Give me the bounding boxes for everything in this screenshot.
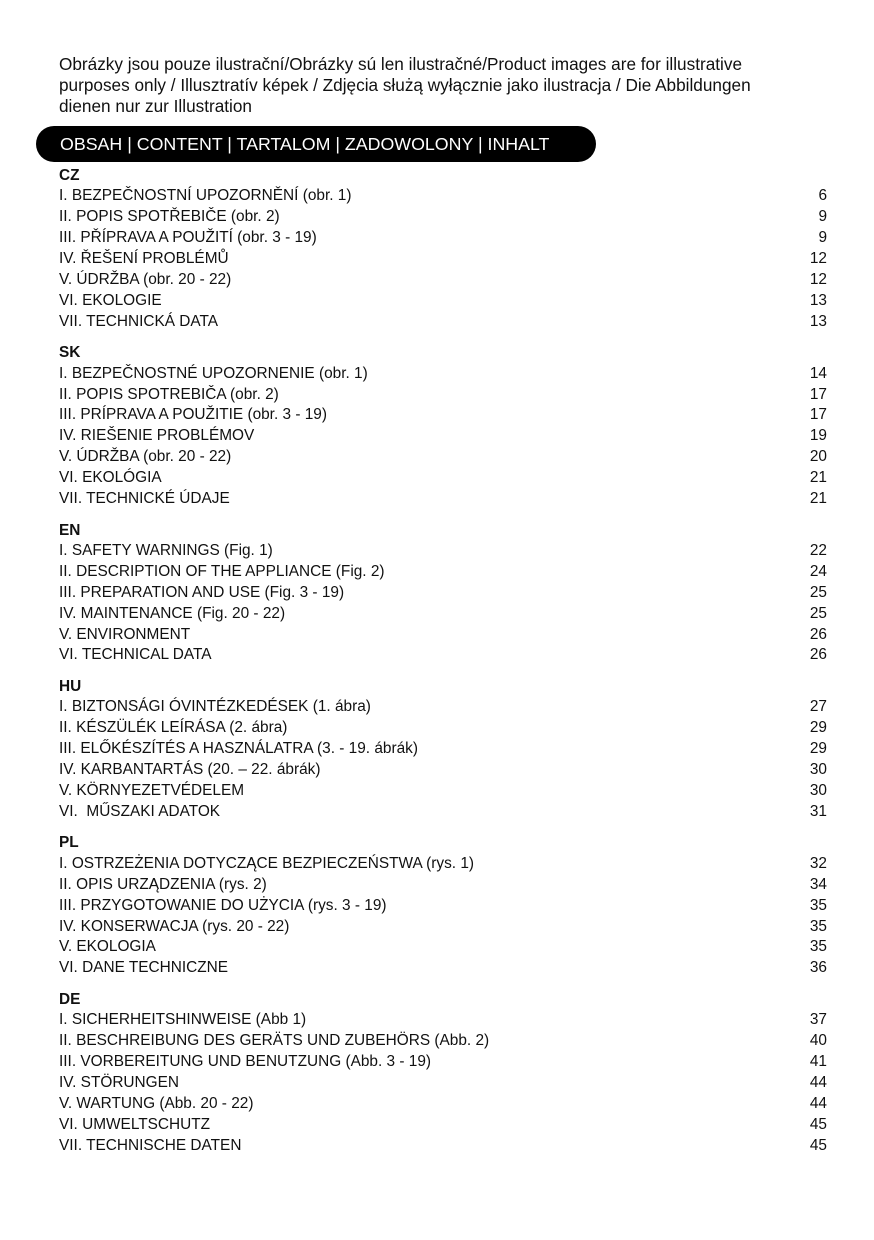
toc-entry[interactable] [59, 854, 827, 875]
entry-title: I. BEZPEČNOSTNÉ UPOZORNENIE (obr. 1) [59, 364, 368, 382]
entry-title: V. WARTUNG (Abb. 20 - 22) [59, 1094, 254, 1112]
entry-title: V. KÖRNYEZETVÉDELEM [59, 782, 245, 799]
toc-entry[interactable] [59, 541, 827, 562]
entry-page: 12 [809, 270, 827, 288]
toc-entry[interactable] [59, 405, 827, 426]
toc-entry[interactable] [59, 739, 827, 760]
entry-page: 19 [809, 427, 827, 445]
entry-title: III. VORBEREITUNG UND BENUTZUNG (Abb. 3 - 19) [59, 1053, 431, 1071]
toc-section-pl [59, 832, 827, 979]
toc-entry[interactable] [59, 426, 827, 447]
entry-title: V. ENVIRONMENT [59, 625, 191, 643]
toc-entry[interactable] [59, 562, 827, 583]
entry-page: 13 [809, 312, 827, 330]
toc-entry[interactable] [59, 1115, 827, 1136]
entry-page: 14 [809, 364, 827, 382]
entry-title: V. EKOLOGIA [59, 938, 156, 956]
section-code: PL [59, 834, 79, 852]
entry-page: 45 [809, 1136, 827, 1154]
entry-page: 27 [809, 698, 827, 716]
entry-page: 45 [809, 1115, 827, 1133]
entry-page: 37 [809, 1011, 827, 1029]
entry-page: 35 [809, 896, 827, 914]
entry-title: I. BIZTONSÁGI ÓVINTÉZKEDÉSEK (1. ábra) [59, 698, 371, 716]
entry-title: IV. STÖRUNGEN [59, 1073, 180, 1091]
entry-title: II. KÉSZÜLÉK LEÍRÁSA (2. ábra) [59, 719, 288, 737]
section-code: EN [59, 521, 81, 539]
toc-entry[interactable] [59, 583, 827, 604]
entry-page: 12 [809, 250, 827, 268]
entry-page: 22 [809, 542, 827, 560]
entry-title: II. BESCHREIBUNG DES GERÄTS UND ZUBEHÖRS (Abb. 2) [59, 1032, 490, 1050]
entry-title: VI. EKOLOGIE [59, 291, 162, 309]
entry-page: 40 [809, 1032, 827, 1050]
entry-title: III. ELŐKÉSZÍTÉS A HASZNÁLATRA (3. - 19. ábrák) [59, 740, 418, 758]
toc-entry[interactable] [59, 875, 827, 896]
table-of-contents [59, 165, 827, 1166]
toc-entry[interactable] [59, 917, 827, 938]
toc-entry[interactable] [59, 1031, 827, 1052]
toc-entry[interactable] [59, 1136, 827, 1157]
disclaimer [59, 54, 829, 116]
toc-entry[interactable] [59, 958, 827, 979]
toc-entry[interactable] [59, 1052, 827, 1073]
entry-title: IV. KARBANTARTÁS (20. – 22. ábrák) [59, 761, 321, 779]
entry-page: 20 [809, 448, 827, 466]
entry-title: VI. EKOLÓGIA [59, 469, 162, 487]
toc-section-en [59, 520, 827, 667]
toc-entry[interactable] [59, 697, 827, 718]
entry-page: 25 [809, 604, 827, 622]
toc-entry[interactable] [59, 312, 827, 333]
toc-entry[interactable] [59, 1010, 827, 1031]
entry-title: III. PRZYGOTOWANIE DO UŻYCIA (rys. 3 - 19) [59, 896, 387, 914]
entry-title: V. ÚDRŽBA (obr. 20 - 22) [59, 270, 232, 288]
toc-entry[interactable] [59, 1094, 827, 1115]
toc-entry[interactable] [59, 228, 827, 249]
entry-title: II. POPIS SPOTŘEBIČE (obr. 2) [59, 208, 280, 226]
toc-entry[interactable] [59, 760, 827, 781]
toc-entry[interactable] [59, 270, 827, 291]
entry-title: II. POPIS SPOTREBIČA (obr. 2) [59, 385, 279, 403]
entry-title: IV. MAINTENANCE (Fig. 20 - 22) [59, 604, 286, 622]
toc-entry[interactable] [59, 625, 827, 646]
entry-title: III. PŘÍPRAVA A POUŽITÍ (obr. 3 - 19) [59, 229, 317, 247]
entry-page: 44 [809, 1094, 827, 1112]
toc-entry[interactable] [59, 468, 827, 489]
disclaimer-line: dienen nur zur Illustration [59, 95, 252, 116]
entry-page: 32 [809, 854, 827, 872]
entry-page: 35 [809, 938, 827, 956]
entry-title: IV. RIEŠENIE PROBLÉMOV [59, 427, 255, 445]
entry-title: VII. TECHNISCHE DATEN [59, 1136, 242, 1154]
entry-title: III. PRÍPRAVA A POUŽITIE (obr. 3 - 19) [59, 406, 327, 424]
entry-title: III. PREPARATION AND USE (Fig. 3 - 19) [59, 583, 345, 601]
section-code: HU [59, 678, 82, 696]
entry-page: 21 [809, 469, 827, 487]
entry-title: IV. ŘEŠENÍ PROBLÉMŮ [59, 250, 229, 268]
toc-entry[interactable] [59, 781, 827, 802]
entry-title: I. BEZPEČNOSTNÍ UPOZORNĚNÍ (obr. 1) [59, 187, 352, 205]
toc-entry[interactable] [59, 937, 827, 958]
toc-entry[interactable] [59, 291, 827, 312]
entry-title: I. OSTRZEŻENIA DOTYCZĄCE BEZPIECZEŃSTWA (rys. 1) [59, 854, 475, 872]
entry-page: 21 [809, 490, 827, 508]
toc-section-hu [59, 676, 827, 823]
entry-page: 29 [809, 719, 827, 737]
entry-title: V. ÚDRŽBA (obr. 20 - 22) [59, 448, 232, 466]
entry-title: I. SICHERHEITSHINWEISE (Abb 1) [59, 1011, 307, 1029]
entry-page: 25 [809, 583, 827, 601]
entry-title: II. OPIS URZĄDZENIA (rys. 2) [59, 875, 267, 893]
section-code: CZ [59, 167, 80, 184]
entry-page: 9 [818, 229, 827, 247]
toc-entry[interactable] [59, 489, 827, 510]
entry-title: VII. TECHNICKÁ DATA [59, 312, 219, 330]
entry-page: 31 [809, 802, 827, 820]
toc-entry[interactable] [59, 385, 827, 406]
entry-title: VI. MŰSZAKI ADATOK [59, 802, 221, 820]
toc-entry[interactable] [59, 249, 827, 270]
toc-section-sk [59, 342, 827, 510]
entry-page: 6 [818, 187, 827, 205]
entry-page: 36 [809, 959, 827, 977]
entry-title: I. SAFETY WARNINGS (Fig. 1) [59, 542, 273, 560]
contents-header: OBSAH | CONTENT | TARTALOM | ZADOWOLONY | INHALT [36, 126, 596, 162]
entry-page: 41 [809, 1053, 827, 1071]
toc-entry[interactable] [59, 718, 827, 739]
entry-page: 9 [818, 208, 827, 226]
entry-page: 17 [809, 406, 827, 424]
entry-title: VI. UMWELTSCHUTZ [59, 1115, 211, 1133]
disclaimer-line: Obrázky jsou pouze ilustrační/Obrázky sú len ilustračné/Product images are for illustrative [59, 54, 743, 74]
toc-entry[interactable] [59, 645, 827, 666]
section-code: SK [59, 344, 81, 362]
entry-page: 34 [809, 875, 827, 893]
entry-title: VI. TECHNICAL DATA [59, 646, 212, 664]
entry-title: IV. KONSERWACJA (rys. 20 - 22) [59, 917, 290, 935]
disclaimer-line: purposes only / Illusztratív képek / Zdjęcia służą wyłącznie jako ilustracja / Die Abbildungen [59, 74, 751, 95]
entry-title: VI. DANE TECHNICZNE [59, 959, 229, 977]
toc-entry[interactable] [59, 207, 827, 228]
toc-entry[interactable] [59, 604, 827, 625]
entry-page: 24 [809, 562, 827, 580]
entry-page: 30 [809, 782, 827, 799]
entry-page: 13 [809, 291, 827, 309]
entry-page: 29 [809, 740, 827, 758]
toc-entry[interactable] [59, 364, 827, 385]
toc-entry[interactable] [59, 896, 827, 917]
section-code: DE [59, 990, 81, 1008]
toc-entry[interactable] [59, 1073, 827, 1094]
entry-page: 35 [809, 917, 827, 935]
toc-section-cz [59, 165, 827, 333]
toc-entry[interactable] [59, 447, 827, 468]
toc-entry[interactable] [59, 186, 827, 207]
toc-entry[interactable] [59, 802, 827, 823]
entry-page: 17 [809, 385, 827, 403]
entry-page: 44 [809, 1073, 827, 1091]
entry-page: 26 [809, 625, 827, 643]
entry-page: 26 [809, 646, 827, 664]
entry-title: II. DESCRIPTION OF THE APPLIANCE (Fig. 2) [59, 562, 385, 580]
toc-section-de [59, 989, 827, 1157]
entry-title: VII. TECHNICKÉ ÚDAJE [59, 490, 230, 508]
entry-page: 30 [809, 761, 827, 779]
